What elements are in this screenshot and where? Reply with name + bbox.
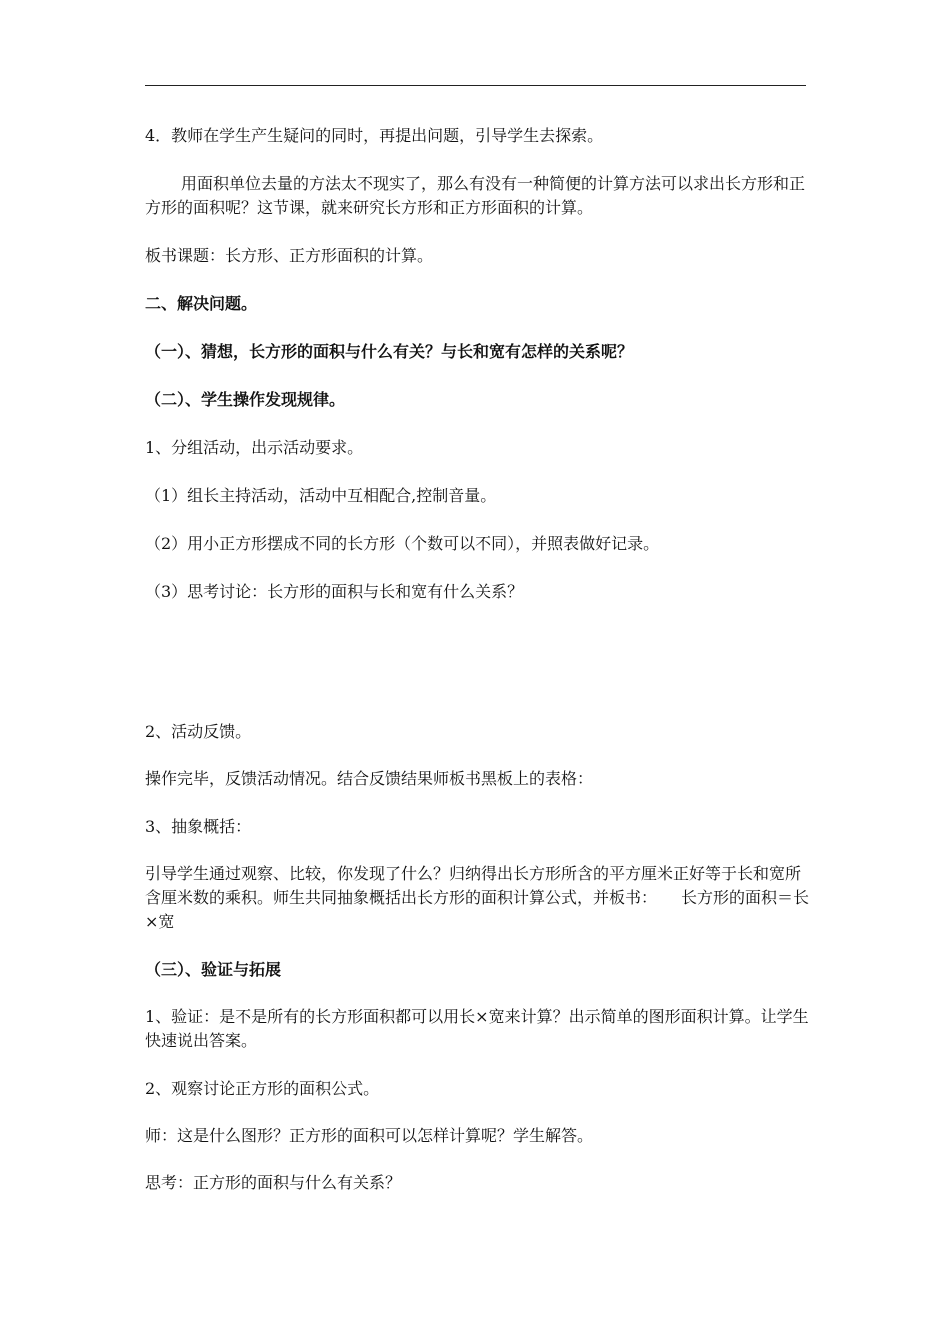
header-rule — [145, 85, 806, 86]
paragraph-intro: 用面积单位去量的方法太不现实了，那么有没有一种简便的计算方法可以求出长方形和正方形的面积呢？这节课，就来研究长方形和正方形面积的计算。 — [145, 174, 806, 217]
paragraph-square-discussion: 2、观察讨论正方形的面积公式。 — [145, 1079, 380, 1098]
subsection-heading-1: （一）、猜想，长方形的面积与什么有关？与长和宽有怎样的关系呢？ — [145, 342, 634, 361]
paragraph-board-title: 板书课题：长方形、正方形面积的计算。 — [145, 246, 434, 265]
paragraph-abstract: 3、抽象概括： — [145, 817, 252, 836]
paragraph-think: 思考：正方形的面积与什么有关系？ — [145, 1173, 402, 1192]
subsection-heading-3: （三）、验证与拓展 — [145, 960, 282, 979]
paragraph-feedback-detail: 操作完毕，反馈活动情况。结合反馈结果师板书黑板上的表格： — [145, 769, 594, 788]
paragraph-formula: 引导学生通过观察、比较，你发现了什么？归纳得出长方形所含的平方厘米正好等于长和宽所含厘米数的乘积。师生共同抽象概括出长方形的面积计算公式，并板书： 长方形的面积＝长×宽 — [145, 864, 810, 931]
paragraph-feedback: 2、活动反馈。 — [145, 722, 252, 741]
section-heading-2: 二、解决问题。 — [145, 294, 258, 313]
list-item-requirement-3: （3）思考讨论：长方形的面积与长和宽有什么关系？ — [145, 582, 524, 601]
list-item-requirement-2: （2）用小正方形摆成不同的长方形（个数可以不同），并照表做好记录。 — [145, 534, 660, 553]
paragraph-group-activity: 1、分组活动，出示活动要求。 — [145, 438, 364, 457]
list-item-requirement-1: （1）组长主持活动，活动中互相配合,控制音量。 — [145, 486, 497, 505]
subsection-heading-2: （二）、学生操作发现规律。 — [145, 390, 346, 409]
paragraph-step-4: 4．教师在学生产生疑问的同时，再提出问题，引导学生去探索。 — [145, 126, 604, 145]
paragraph-verify: 1、验证：是不是所有的长方形面积都可以用长×宽来计算？出示简单的图形面积计算。让学生快速说出答案。 — [145, 1007, 809, 1050]
paragraph-teacher-question: 师：这是什么图形？正方形的面积可以怎样计算呢？学生解答。 — [145, 1126, 594, 1145]
